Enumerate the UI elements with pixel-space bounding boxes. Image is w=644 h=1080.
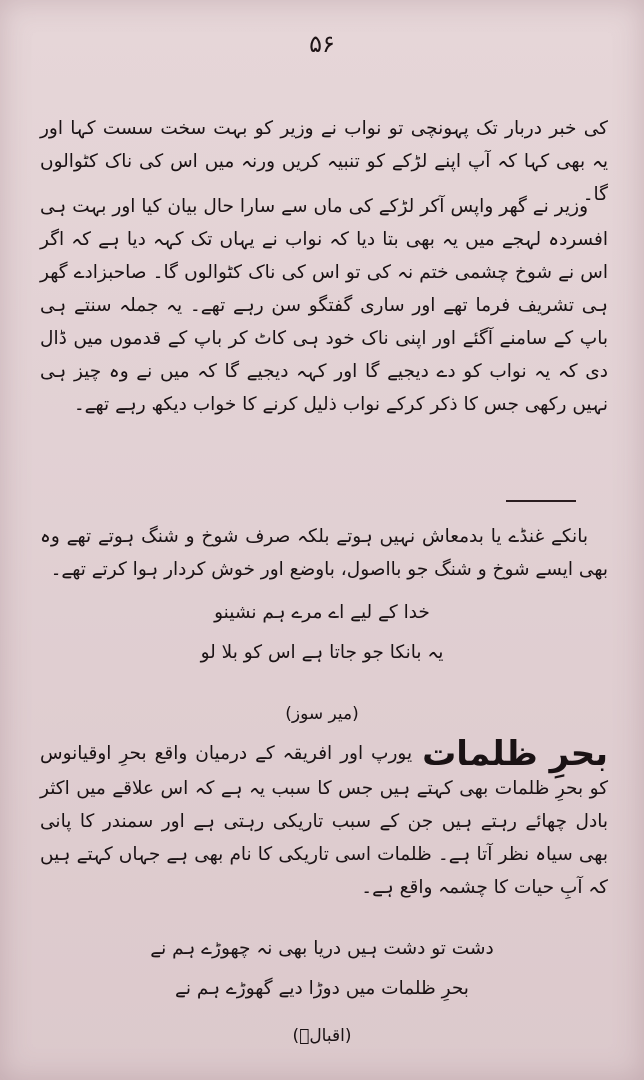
paragraph-text — [40, 736, 608, 904]
verse-line: بحرِ ظلمات میں دوڑا دیے گھوڑے ہم نے — [175, 978, 469, 999]
verse-line: خدا کے لیے اے مرے ہم نشینو — [214, 602, 430, 623]
paragraph-banke-definition — [40, 520, 608, 586]
paragraph-vazir-son — [40, 190, 608, 421]
entry-body: یورپ اور افریقہ کے درمیان واقع بحرِ اوقیانوس کو بحرِ ظلمات بھی کہتے ہیں جس کا سبب یہ ہے کہ اس علاقے میں اکثر بادل چھائے رہتے ہیں جن کے سبب تاریکی رہتی ہے اور سمندر کا پانی بھی سیاہ نظر آتا ہے۔ ظلمات اسی تاریکی کا نام بھی ہے جہاں کہتے ہیں کہ آبِ حیات کا چشمہ واقع ہے۔ — [40, 743, 608, 898]
paragraph-text: بانکے غنڈے یا بدمعاش نہیں ہوتے بلکہ صرف شوخ و شنگ ہوتے تھے وہ بھی ایسے شوخ و شنگ جو بااصول، باوضع اور خوش کردار ہوا کرتے تھے۔ — [40, 526, 608, 580]
paragraph-text: وزیر نے گھر واپس آکر لڑکے کی ماں سے سارا حال بیان کیا اور بہت ہی افسردہ لہجے میں یہ بھی بتا دیا کہ نواب نے یہاں تک کہہ دیا ہے کہ اگر اس نے شوخ چشمی ختم نہ کی تو اس کی ناک کٹوالوں گا۔ صاحبزادے گھر ہی تشریف فرما تھے اور ساری گفتگو سن رہے تھے۔ یہ جملہ سنتے ہی باپ کے سامنے آگئے اور اپنی ناک خود ہی کاٹ کر باپ کے قدموں میں ڈال دی کہ یہ نواب کو دے دیجیے گا اور کہہ دیجیے گا کہ میں نے وہ چیز ہی نہیں رکھی جس کا ذکر کرکے نواب ذلیل کرنے کا خواب دیکھ رہے تھے۔ — [40, 196, 608, 415]
section-divider — [506, 500, 576, 502]
paragraph-bahr-e-zulmat — [40, 736, 608, 904]
page-number: ۵۶ — [309, 30, 335, 58]
poet-attribution: (اقبالؔ) — [292, 1026, 352, 1046]
poet-attribution: (میر سوز) — [285, 704, 359, 724]
verse-line: یہ بانکا جو جاتا ہے اس کو بلا لو — [200, 642, 444, 663]
entry-headword: بحرِ ظلمات — [422, 734, 608, 774]
verse-line: دشت تو دشت ہیں دریا بھی نہ چھوڑے ہم نے — [150, 938, 494, 959]
paragraph-text: کی خبر دربار تک پہونچی تو نواب نے وزیر کو بہت سخت سست کہا اور یہ بھی کہا کہ آپ اپنے لڑکے کو تنبیہ کریں ورنہ میں اس کی ناک کٹوالوں گا۔ — [40, 118, 608, 205]
